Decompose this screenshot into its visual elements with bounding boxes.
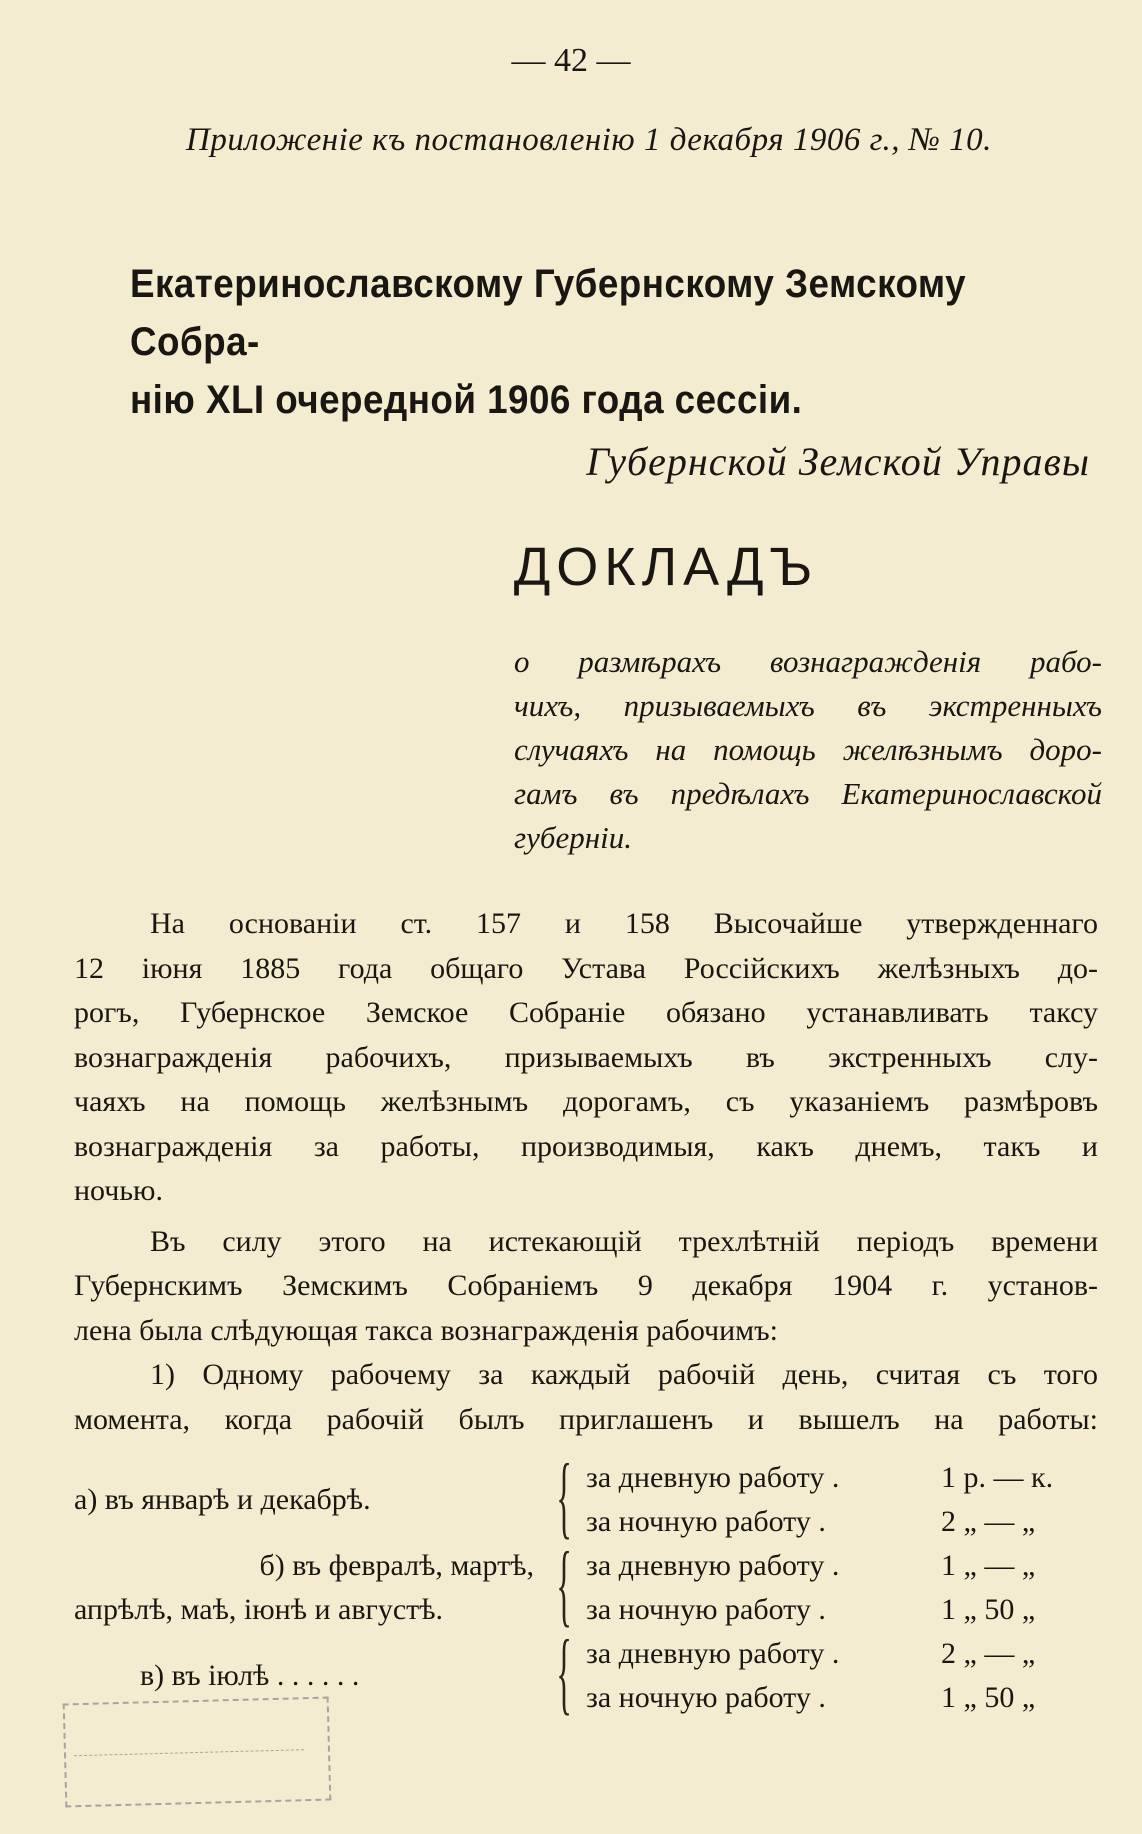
day-rate-label: за дневную работу . (586, 1637, 840, 1670)
paragraph-1-line: 12 iюня 1885 года общаго Устава Россiйскихъ желѣзныхъ до- (74, 951, 1098, 985)
paragraph-1-line: На основанiи ст. 157 и 158 Высочайше утвержденнаго (150, 907, 1098, 940)
brace-glyph: { (556, 1445, 572, 1547)
night-rate-amount: 2 „ — „ (941, 1505, 1036, 1538)
addressee-line-2: нiю XLI очередной 1906 года сессiи. (130, 378, 803, 422)
addressee-heading (130, 255, 1027, 429)
night-rate-amount: 1 „ 50 „ (941, 1681, 1036, 1714)
tariff-rates (586, 1632, 1104, 1720)
paragraph-3-line: момента, когда рабочiй былъ приглашенъ и вышелъ на работы: (74, 1402, 1098, 1436)
brace-glyph: { (556, 1621, 572, 1723)
tariff-season-line: апрѣлѣ, маѣ, iюнѣ и августѣ. (74, 1593, 444, 1626)
day-rate-amount: 2 „ — „ (941, 1637, 1036, 1670)
subject-line: гамъ въ предѣлахъ Екатеринославской (514, 776, 1102, 811)
body-text (74, 902, 1098, 1442)
paragraph-1-line: вознагражденiя за работы, производимыя, какъ днемъ, такъ и (74, 1129, 1098, 1163)
paragraph-2-line: Въ силу этого на истекающiй трехлѣтнiй перiодъ времени (150, 1224, 1098, 1258)
day-rate-amount: 1 р. — к. (941, 1461, 1054, 1494)
paragraph-1-line: чаяхъ на помощь желѣзнымъ дорогамъ, съ указанiемъ размѣровъ (74, 1085, 1098, 1118)
paragraph-2-line: Губернскимъ Земскимъ Собранiемъ 9 декабря 1904 г. установ- (74, 1269, 1098, 1302)
tariff-season-line: б) въ февралѣ, мартѣ, (259, 1549, 534, 1582)
paragraph-2-line: лена была слѣдующая такса вознагражденiя рабочимъ: (74, 1313, 779, 1347)
night-rate-amount: 1 „ 50 „ (941, 1593, 1036, 1626)
report-title: ДОКЛАДЪ (513, 537, 819, 597)
tariff-season: а) въ январѣ и декабрѣ. (74, 1483, 371, 1516)
tariff-rates (586, 1544, 1104, 1632)
brace-glyph: { (556, 1533, 572, 1635)
night-rate-label: за ночную работу . (586, 1681, 826, 1714)
tariff-season: в) въ iюлѣ . . . . . . (140, 1659, 360, 1692)
subject-line: чихъ, призываемыхъ въ экстренныхъ (514, 688, 1102, 723)
subject-line: о размѣрахъ вознагражденiя рабо- (514, 644, 1102, 679)
night-rate-label: за ночную работу . (586, 1505, 826, 1538)
report-subject (514, 640, 1102, 860)
day-rate-amount: 1 „ — „ (941, 1549, 1036, 1582)
subject-line: случаяхъ на помощь желѣзнымъ доро- (514, 732, 1102, 767)
day-rate-label: за дневную работу . (586, 1461, 840, 1494)
paragraph-3-line: 1) Одному рабочему за каждый рабочiй день, считая съ того (150, 1358, 1098, 1391)
subject-line: губернiи. (514, 820, 632, 855)
library-stamp (63, 1697, 332, 1808)
day-rate-label: за дневную работу . (586, 1549, 840, 1582)
tariff-rates (586, 1456, 1104, 1544)
page-number: — 42 — (511, 42, 631, 79)
addressee-line-1: Екатеринославскому Губернскому Земскому Собра- (130, 262, 967, 364)
stamp-divider (74, 1749, 304, 1757)
paragraph-1-line: вознагражденiя рабочихъ, призываемыхъ въ экстренныхъ слу- (74, 1040, 1098, 1074)
appendix-reference: Приложенiе къ постановленiю 1 декабря 1906 г., № 10. (186, 122, 992, 158)
tariff-season (74, 1544, 534, 1632)
board-name: Губернской Земской Управы (586, 439, 1090, 484)
night-rate-label: за ночную работу . (586, 1593, 826, 1626)
paragraph-1-line: ночью. (74, 1174, 163, 1207)
paragraph-1-line: рогъ, Губернское Земское Собранiе обязано устанавливать таксу (74, 996, 1098, 1029)
